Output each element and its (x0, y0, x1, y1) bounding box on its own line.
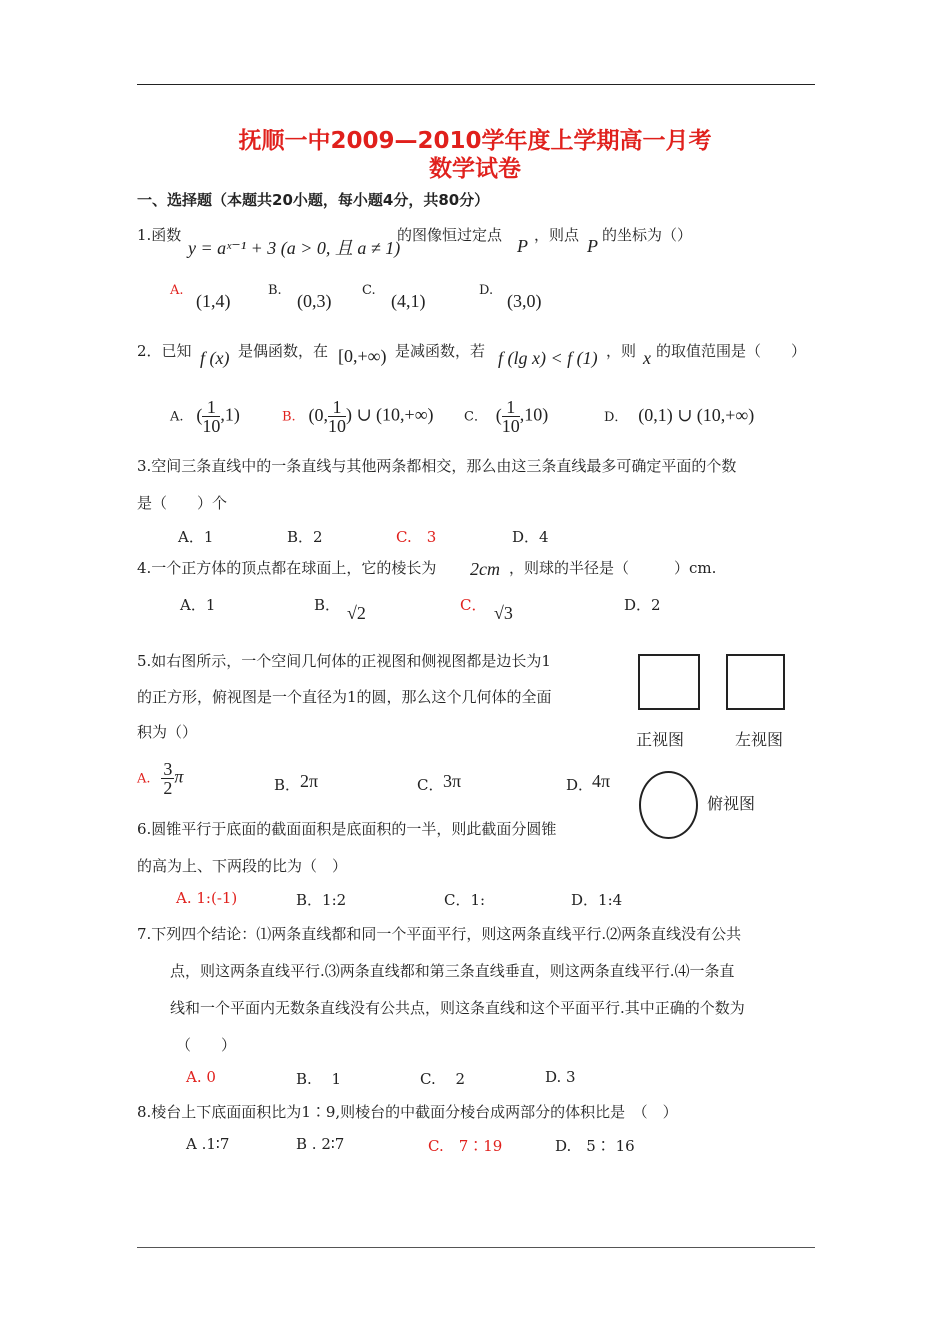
q2-interval: [0,+∞) (338, 346, 387, 366)
q2-suffix: 的取值范围是（ ） (656, 342, 807, 360)
q2-option-c (464, 398, 548, 435)
q2-x: x (643, 348, 651, 368)
side-view-square (726, 654, 785, 710)
q6-line2: 的高为上、下两段的比为（ ） (137, 857, 348, 875)
q4-option-c-label: C． (460, 596, 487, 614)
q2-prefix: 2．已知 (137, 342, 192, 360)
q5-option-a-den: 2 (163, 778, 173, 798)
q5-option-a-pi: π (174, 766, 184, 787)
q1-option-d-label: D. (479, 283, 494, 298)
q2-mid3: ，则 (606, 342, 637, 360)
q5-option-d-label: D． (566, 776, 594, 794)
q3-option-c: C. 3 (396, 528, 437, 546)
q5-option-c-value: 3π (443, 771, 462, 791)
q1-prefix: 1.函数 (137, 226, 182, 244)
front-view-square (638, 654, 700, 710)
q1-option-a-value: (1,4) (196, 291, 231, 311)
front-view-label: 正视图 (636, 730, 685, 749)
top-rule (137, 84, 815, 85)
q2-option-b-post: ) ∪ (10,+∞) (345, 404, 434, 425)
q1-mid2: ，则点 (534, 226, 580, 244)
q5-option-a (137, 760, 183, 797)
q3-line2: 是（ ）个 (137, 494, 228, 512)
q6-line1: 6.圆锥平行于底面的截面面积是底面积的一半，则此截面分圆锥 (137, 820, 557, 838)
q7-line4: （ ） (176, 1036, 237, 1054)
q7-option-b: B. 1 (296, 1070, 342, 1088)
q7-line1: 7.下列四个结论：⑴两条直线都和同一个平面平行，则这两条直线平行.⑵两条直线没有公共 (137, 925, 742, 943)
bottom-rule (137, 1247, 815, 1248)
q7-option-c: C. 2 (420, 1070, 466, 1088)
q4-option-c-value: √3 (494, 603, 513, 623)
q5-option-c-label: C． (417, 776, 444, 794)
q1-option-c-value: (4,1) (391, 291, 426, 311)
q3-option-a: A．1 (178, 528, 214, 546)
q6-option-b: B．1:2 (296, 891, 347, 909)
q2-option-c-den: 10 (501, 416, 520, 436)
q1-point-p2: P (587, 236, 598, 256)
side-view-label: 左视图 (735, 730, 784, 749)
top-view-label: 俯视图 (707, 794, 756, 813)
q8-option-c: C. 7∶19 (428, 1137, 503, 1155)
q2-option-a-label: A. (170, 409, 184, 425)
q2-option-c-post: ,10) (519, 404, 549, 425)
q5-line1: 5.如右图所示，一个空间几何体的正视图和侧视图都是边长为1 (137, 652, 551, 670)
q7-line3: 线和一个平面内无数条直线没有公共点，则这条直线和这个平面平行.其中正确的个数为 (170, 999, 745, 1017)
q4-option-a: A．1 (180, 596, 216, 614)
q1-option-d-value: (3,0) (507, 291, 542, 311)
q4-suffix: ，则球的半径是（ ）cm. (509, 559, 717, 577)
q2-option-d (604, 405, 754, 426)
q1-option-b-value: (0,3) (297, 291, 332, 311)
q5-line2: 的正方形，俯视图是一个直径为1的圆，那么这个几何体的全面 (137, 688, 552, 706)
q2-option-a (170, 398, 240, 435)
q2-option-b (282, 398, 434, 435)
q4-option-d: D．2 (624, 596, 661, 614)
q2-option-b-den: 10 (327, 416, 346, 436)
q8-option-a: A .1∶7 (186, 1135, 230, 1153)
q1-option-b-label: B. (268, 283, 282, 298)
q4-edge: 2cm (470, 559, 500, 579)
q2-option-b-num: 1 (328, 398, 346, 417)
q1-point-p: P (517, 236, 528, 256)
q4-option-b-label: B． (314, 596, 341, 614)
page-subtitle: 数学试卷 (429, 156, 521, 182)
q2-option-d-label: D． (604, 410, 628, 425)
q6-option-d: D．1:4 (571, 891, 623, 909)
q2-option-b-label: B. (282, 409, 296, 425)
top-view-circle (639, 771, 698, 839)
section-heading: 一、选择题（本题共20小题，每小题4分，共80分） (137, 191, 490, 209)
q3-option-b: B．2 (287, 528, 323, 546)
q2-option-b-pre: (0, (308, 404, 328, 425)
q1-option-c-label: C. (362, 283, 376, 298)
q5-option-d-value: 4π (592, 771, 611, 791)
q2-option-d-value: (0,1) ∪ (10,+∞) (638, 405, 755, 425)
q8-line1: 8.棱台上下底面面积比为1∶9,则棱台的中截面分棱台成两部分的体积比是 （ ） (137, 1103, 678, 1121)
q6-option-c: C．1: (444, 891, 486, 909)
q3-line1: 3.空间三条直线中的一条直线与其他两条都相交，那么由这三条直线最多可确定平面的个数 (137, 457, 737, 475)
q4-prefix: 4.一个正方体的顶点都在球面上，它的棱长为 (137, 559, 437, 577)
q5-option-a-num: 3 (163, 759, 173, 779)
q1-mid: 的图像恒过定点 (397, 226, 503, 244)
q2-option-a-num: 1 (202, 398, 220, 417)
q5-option-b-label: B． (274, 776, 301, 794)
q2-option-a-den: 10 (202, 416, 221, 436)
q3-option-d: D．4 (512, 528, 549, 546)
q8-option-d: D. 5∶ 16 (555, 1137, 635, 1155)
q8-option-b: B . 2∶7 (296, 1135, 345, 1153)
q5-line3: 积为（） (137, 723, 198, 741)
q6-option-a: A. 1:(-1) (176, 889, 238, 907)
q2-option-c-num: 1 (502, 398, 520, 417)
q1-suffix: 的坐标为（） (602, 226, 693, 244)
q2-option-c-pre: ( (495, 404, 502, 425)
q7-option-a: A. 0 (186, 1068, 216, 1086)
q2-option-a-pre: ( (196, 404, 203, 425)
q5-option-a-label: A. (137, 771, 151, 787)
q2-fx: f (x) (200, 348, 230, 368)
q1-option-a-label: A. (170, 283, 184, 298)
q7-line2: 点，则这两条直线平行.⑶两条直线都和第三条直线垂直，则这两条直线平行.⑷一条直 (170, 962, 735, 980)
q2-option-a-post: ,1) (220, 404, 240, 425)
q2-mid: 是偶函数，在 (238, 342, 329, 360)
q2-option-c-label: C． (464, 409, 487, 425)
q1-formula: y = aˣ⁻¹ + 3 (a > 0, 且 a ≠ 1) (188, 238, 401, 258)
q7-option-d: D. 3 (545, 1068, 576, 1086)
q5-option-b-value: 2π (300, 771, 319, 791)
q2-mid2: 是减函数，若 (395, 342, 486, 360)
q4-option-b-value: √2 (347, 603, 366, 623)
q2-inequality: f (lg x) < f (1) (498, 348, 598, 368)
page-title: 抚顺一中2009—2010学年度上学期高一月考 (238, 128, 712, 154)
